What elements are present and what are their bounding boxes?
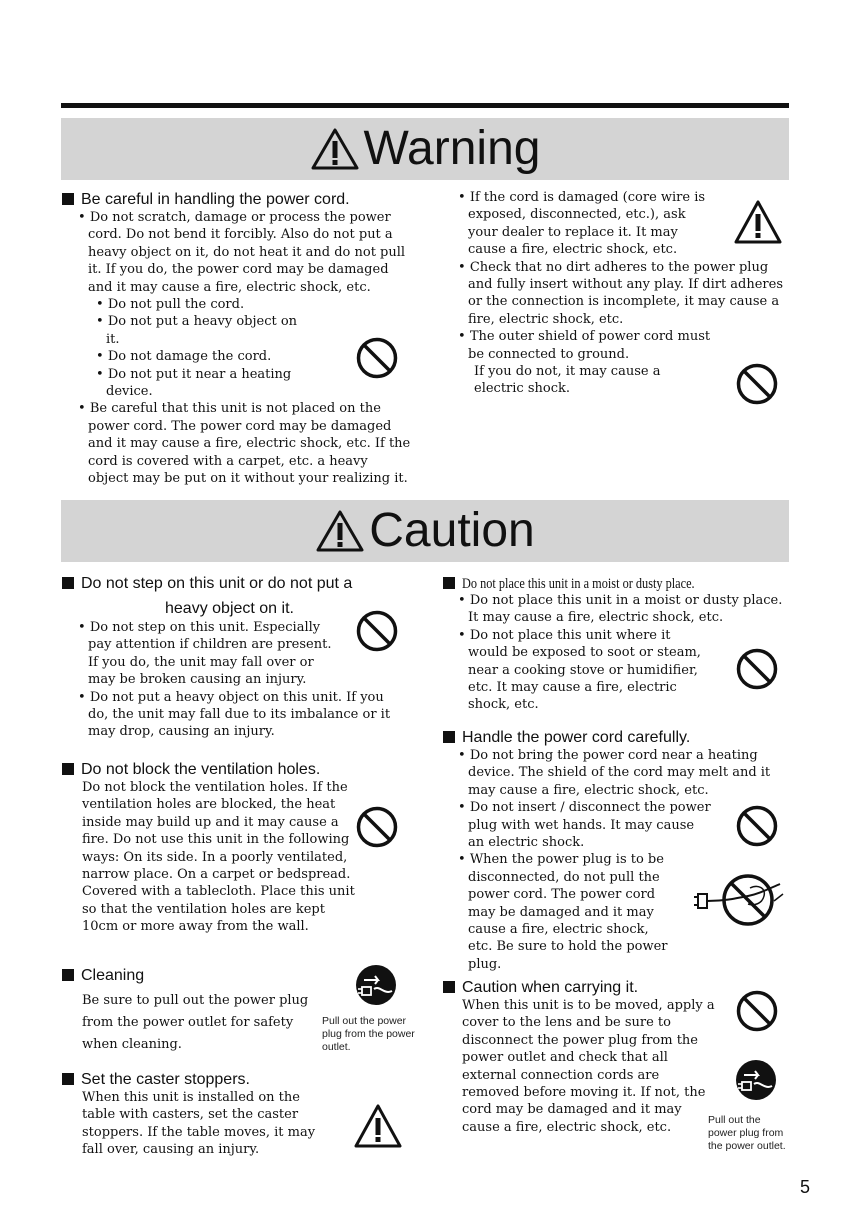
prohibited-icon [736, 648, 778, 690]
warning-bullet: • If the cord is damaged (core wire is exposed, disconnected, etc.), ask your dealer to replace it. It may cause a fire, electric shock, etc. [458, 189, 791, 259]
cleaning-icon-caption: Pull out the power plug from the power outlet. [322, 1015, 415, 1053]
ventilation-heading: Do not block the ventilation holes. [62, 761, 320, 779]
ventilation-text: Do not block the ventilation holes. If the ventilation holes are blocked, the heat inside may build up and it may cause a fire. Do not use this unit in the following ways: On its side. In a poorly ventilated, narrow place. On a carpet or bedspread. Covered with a tablecloth. Place this unit so that the ventilation holes are kept 10cm or more away from the wall. [82, 780, 355, 935]
warning-title: Warning [363, 122, 541, 175]
caster-text: When this unit is installed on the table with casters, set the caster stoppers. If the table moves, it may fall over, causing an injury. [82, 1090, 316, 1158]
warning-cord-heading: Be careful in handling the power cord. [62, 191, 350, 209]
cleaning-heading: Cleaning [62, 967, 144, 985]
caution-title: Caution [369, 504, 535, 557]
warning-bullet: • Do not scratch, damage or process the power cord. Do not bend it forcibly. Also do not put a heavy object on it, do not heat it and do not pull it. If you do, the power cord may be damaged and it may cause a fire, electric shock, etc. [78, 209, 411, 296]
caution-bullet: • Do not put a heavy object on this unit. If you do, the unit may fall due to its imbalance or it may drop, causing an injury. [78, 689, 408, 741]
prohibited-icon [356, 337, 398, 379]
moist-heading: Do not place this unit in a moist or dusty place. [443, 575, 746, 593]
caster-heading: Set the caster stoppers. [62, 1071, 250, 1089]
handle-body [458, 747, 788, 973]
caution-bullet: • Do not step on this unit. Especially pay attention if children are present. If you do, the unit may fall over or may be broken causing an injury. [78, 619, 408, 689]
step-heading: Do not step on this unit or do not put a [62, 575, 352, 593]
caution-bullet: • When the power plug is to be disconnected, do not pull the power cord. The power cord may be damaged and it may cause a fire, electric shock, etc. Be sure to hold the power plug. [458, 851, 788, 973]
prohibited-icon [736, 805, 778, 847]
caution-bullet: • Do not insert / disconnect the power plug with wet hands. It may cause an electric shock. [458, 799, 788, 851]
prohibited-icon [356, 610, 398, 652]
warning-bullet: • The outer shield of power cord must be connected to ground. [458, 328, 791, 363]
page-number: 5 [800, 1177, 811, 1197]
carrying-heading: Caution when carrying it. [443, 979, 638, 997]
no-pull-cord-icon [688, 870, 784, 934]
warning-sub-bullet: • Do not damage the cord. [96, 348, 311, 365]
caution-bullet: • Do not place this unit where it would be exposed to soot or steam, near a cooking stove or humidifier, etc. It may cause a fire, electric shock, etc. [458, 627, 788, 714]
top-rule [61, 103, 789, 108]
warning-triangle-icon [315, 509, 365, 553]
warning-bullet: • Check that no dirt adheres to the power plug and fully insert without any play. If dirt adheres or the connection is incomplete, it may cause a fire, electric shock, etc. [458, 259, 791, 329]
carrying-icon-caption: Pull out the power plug from the power outlet. [708, 1114, 786, 1152]
prohibited-icon [356, 806, 398, 848]
warning-triangle-icon [310, 127, 360, 171]
warning-triangle-icon [353, 1103, 403, 1149]
warning-sub-bullet: • Do not put it near a heating device. [96, 366, 311, 401]
carrying-text: When this unit is to be moved, apply a cover to the lens and be sure to disconnect the power plug from the power outlet and check that all external connection cords are removed before moving it. If not, the cord may be damaged and it may cause a fire, electric shock, etc. [462, 998, 715, 1135]
unplug-icon [356, 965, 396, 1005]
warning-sub-bullet: • Do not pull the cord. [96, 296, 311, 313]
ventilation-body [82, 779, 397, 936]
warning-bullet-continued: If you do not, it may cause a electric shock. [474, 364, 661, 397]
unplug-icon [736, 1060, 776, 1100]
caution-bullet: • Do not place this unit in a moist or dusty place. It may cause a fire, electric shock, etc. [458, 592, 788, 627]
prohibited-icon [736, 990, 778, 1032]
warning-bullet: • Be careful that this unit is not placed on the power cord. The power cord may be damaged and it may cause a fire, electric shock, etc. If the cord is covered with a carpet, etc. a heavy object may be put on it without your realizing it. [78, 400, 411, 487]
handle-heading: Handle the power cord carefully. [443, 729, 690, 747]
caution-bullet: • Do not bring the power cord near a heating device. The shield of the cord may melt and it may cause a fire, electric shock, etc. [458, 747, 788, 799]
warning-triangle-icon [733, 199, 783, 245]
warning-banner [61, 118, 789, 180]
caution-banner [61, 500, 789, 562]
cleaning-text: Be sure to pull out the power plug from the power outlet for safety when cleaning. [82, 993, 309, 1052]
step-heading-line2: heavy object on it. [165, 600, 294, 617]
prohibited-icon [736, 363, 778, 405]
warning-sub-bullet: • Do not put a heavy object on it. [96, 313, 311, 348]
